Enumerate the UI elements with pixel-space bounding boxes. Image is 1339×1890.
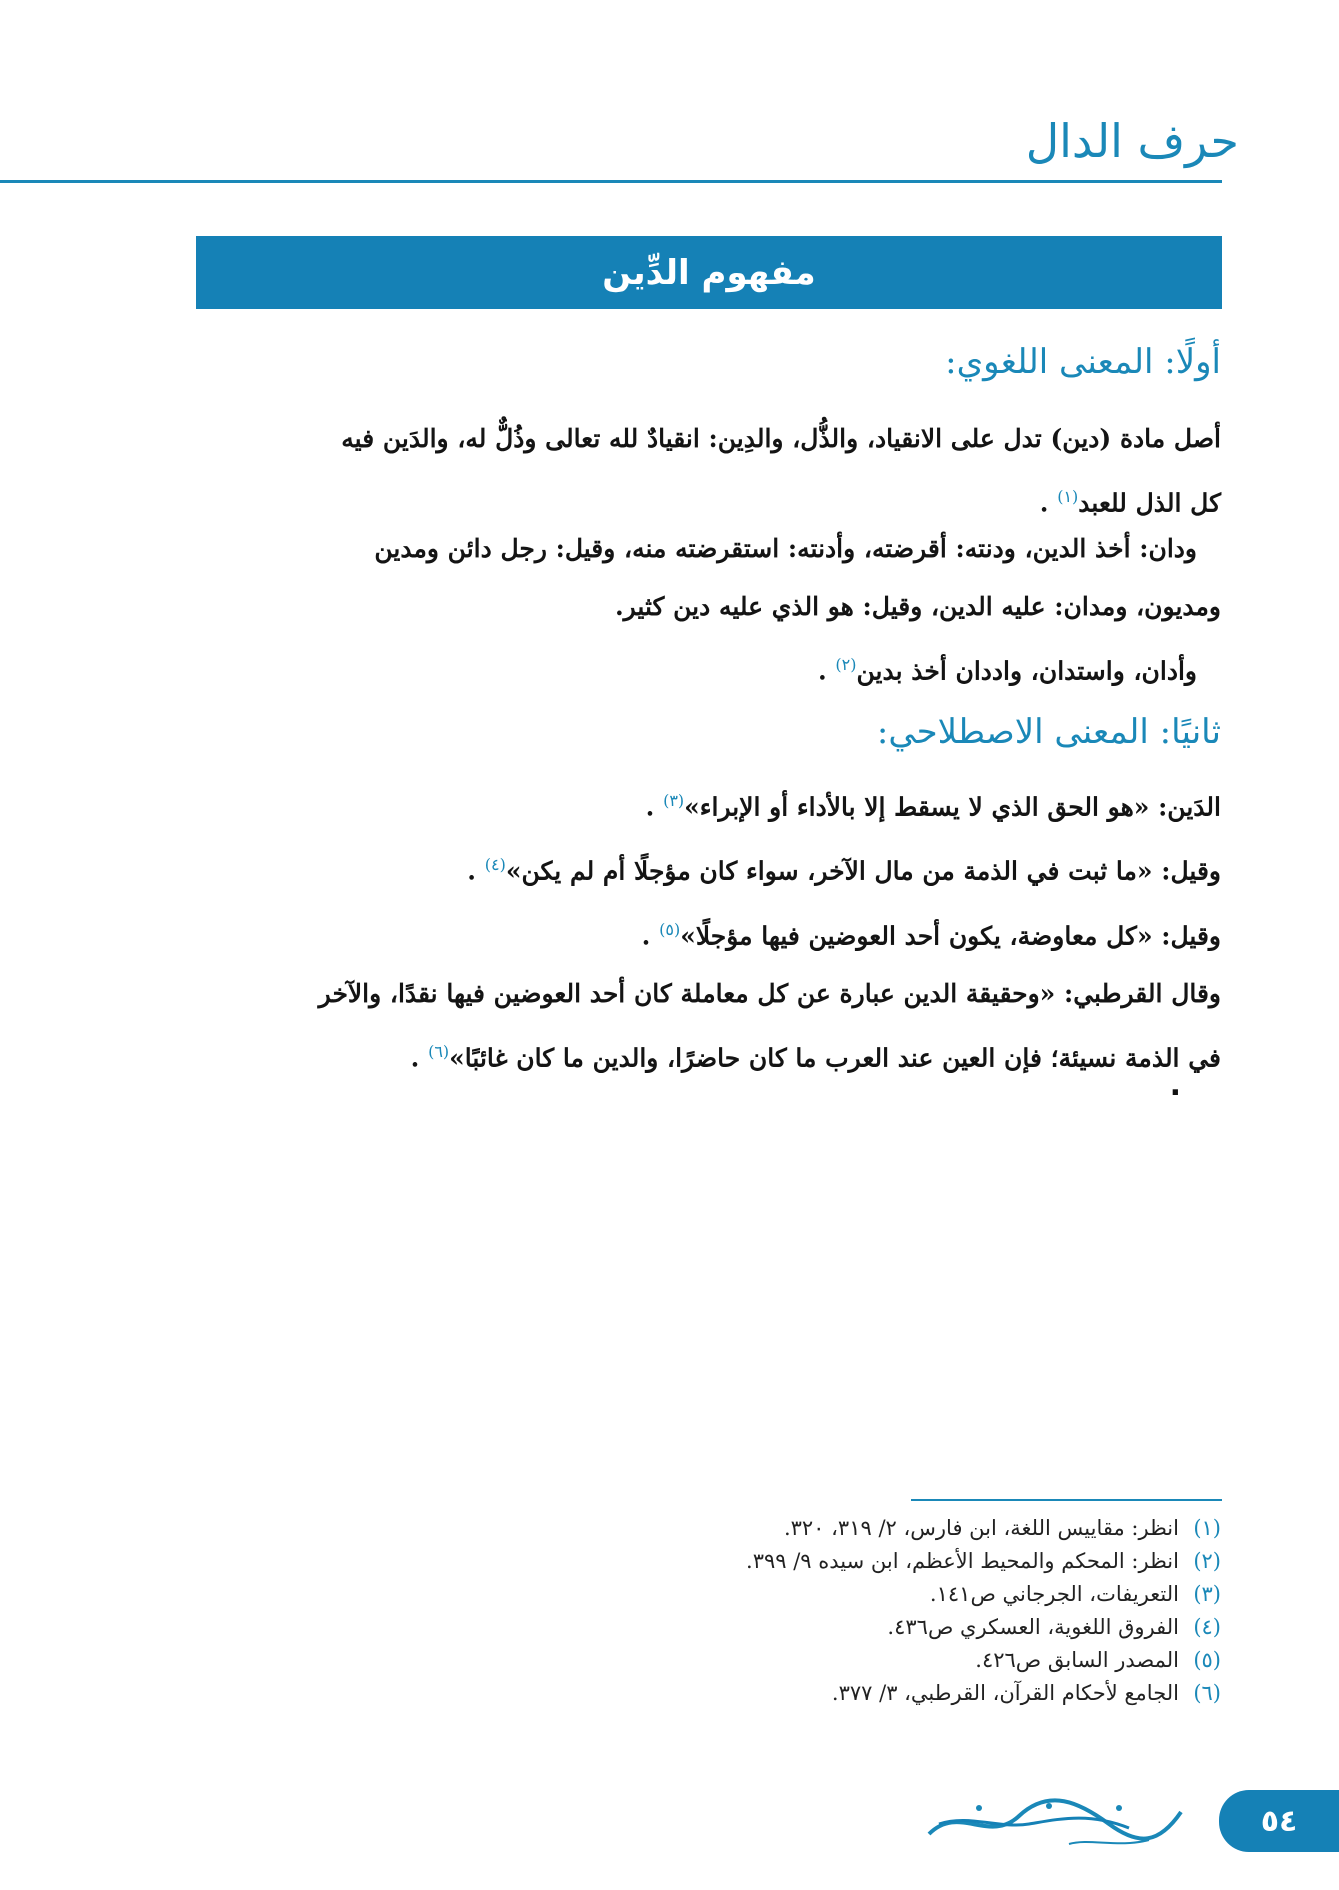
chapter-title: حرف الدال	[1025, 114, 1239, 168]
text-line: وقيل: «ما ثبت في الذمة من مال الآخر، سواء كان مؤجلًا أم لم يكن»$^{(٤)}$ .	[467, 855, 1221, 886]
footnote-number: (٣)	[1193, 1582, 1221, 1606]
footnote-item	[601, 1677, 1221, 1710]
footnote-text: انظر: مقاييس اللغة، ابن فارس، ٢/ ٣١٩، ٣٢٠.	[783, 1516, 1179, 1540]
footnote-ref[interactable]: (٣)	[663, 791, 685, 810]
footnote-item	[601, 1578, 1221, 1611]
paragraph-linguistic-3	[196, 636, 1221, 700]
footnote-text: الفروق اللغوية، العسكري ص٤٣٦.	[887, 1615, 1179, 1639]
text-line: كل الذل للعبد$^{(١)}$ .	[1039, 487, 1221, 518]
section-heading-technical: ثانيًا: المعنى الاصطلاحي:	[876, 712, 1221, 752]
encyclopedia-logo	[919, 1794, 1189, 1856]
footnote-item	[601, 1545, 1221, 1578]
text-line: الدَين: «هو الحق الذي لا يسقط إلا بالأداء أو الإبراء»$^{(٣)}$ .	[645, 791, 1221, 822]
paragraph-linguistic-2	[196, 520, 1221, 636]
footnote-text: الجامع لأحكام القرآن، القرطبي، ٣/ ٣٧٧.	[831, 1681, 1179, 1705]
topic-title-bar	[196, 236, 1222, 309]
footnote-number: (٢)	[1193, 1549, 1221, 1573]
topic-title: مفهوم الدِّين	[602, 252, 816, 293]
text-line: وقال القرطبي: «وحقيقة الدين عبارة عن كل معاملة كان أحد العوضين فيها نقدًا، والآخر	[318, 978, 1221, 1008]
text-line: أصل مادة (دين) تدل على الانقياد، والذُّل، والدِين: انقيادٌ لله تعالى وذُلٌّ له، والدَين فيه	[341, 424, 1221, 453]
footnote-text: المصدر السابق ص٤٢٦.	[975, 1648, 1179, 1672]
footnote-number: (٤)	[1193, 1615, 1221, 1639]
footnote-text: انظر: المحكم والمحيط الأعظم، ابن سيده ٩/ ٣٩٩.	[746, 1549, 1179, 1573]
paragraph-technical	[196, 772, 1221, 1087]
page-number: ٥٤	[1260, 1803, 1298, 1839]
footnote-item	[601, 1512, 1221, 1545]
footnote-ref[interactable]: (٤)	[484, 855, 506, 875]
footnote-ref[interactable]: (٦)	[428, 1041, 450, 1061]
footnote-ref[interactable]: (٥)	[659, 919, 681, 939]
header-divider	[0, 180, 1222, 183]
footnote-text: التعريفات، الجرجاني ص١٤١.	[929, 1582, 1179, 1606]
footnote-ref[interactable]: (٢)	[835, 655, 857, 674]
footnote-number: (٦)	[1193, 1681, 1221, 1705]
paragraph-linguistic-1	[196, 410, 1221, 532]
footnote-divider	[911, 1499, 1222, 1501]
footnote-number: (١)	[1193, 1516, 1221, 1540]
calligraphy-logo-icon	[919, 1794, 1189, 1856]
text-line: وأدان، واستدان، واددان أخذ بدين$^{(٢)}$ .	[817, 655, 1197, 686]
footnote-item	[601, 1611, 1221, 1644]
section-heading-linguistic: أولًا: المعنى اللغوي:	[945, 342, 1221, 382]
page-number-badge	[1219, 1790, 1339, 1852]
text-line: في الذمة نسيئة؛ فإن العين عند العرب ما كان حاضرًا، والدين ما كان غائبًا»$^{(٦)}$ .	[410, 1041, 1221, 1073]
trailing-dot: .	[1169, 1068, 1181, 1103]
footnotes-list	[601, 1512, 1221, 1710]
page-footer	[0, 1790, 1339, 1860]
text-line: وقيل: «كل معاوضة، يكون أحد العوضين فيها مؤجلًا»$^{(٥)}$ .	[641, 919, 1221, 950]
text-line: ومديون، ومدان: عليه الدين، وقيل: هو الذي عليه دين كثير.	[614, 592, 1221, 621]
footnote-ref[interactable]: (١)	[1057, 487, 1079, 506]
footnote-number: (٥)	[1193, 1648, 1221, 1672]
footnote-item	[601, 1644, 1221, 1677]
text-line: ودان: أخذ الدين، ودنته: أقرضته، وأدنته: استقرضته منه، وقيل: رجل دائن ومدين	[374, 534, 1197, 563]
